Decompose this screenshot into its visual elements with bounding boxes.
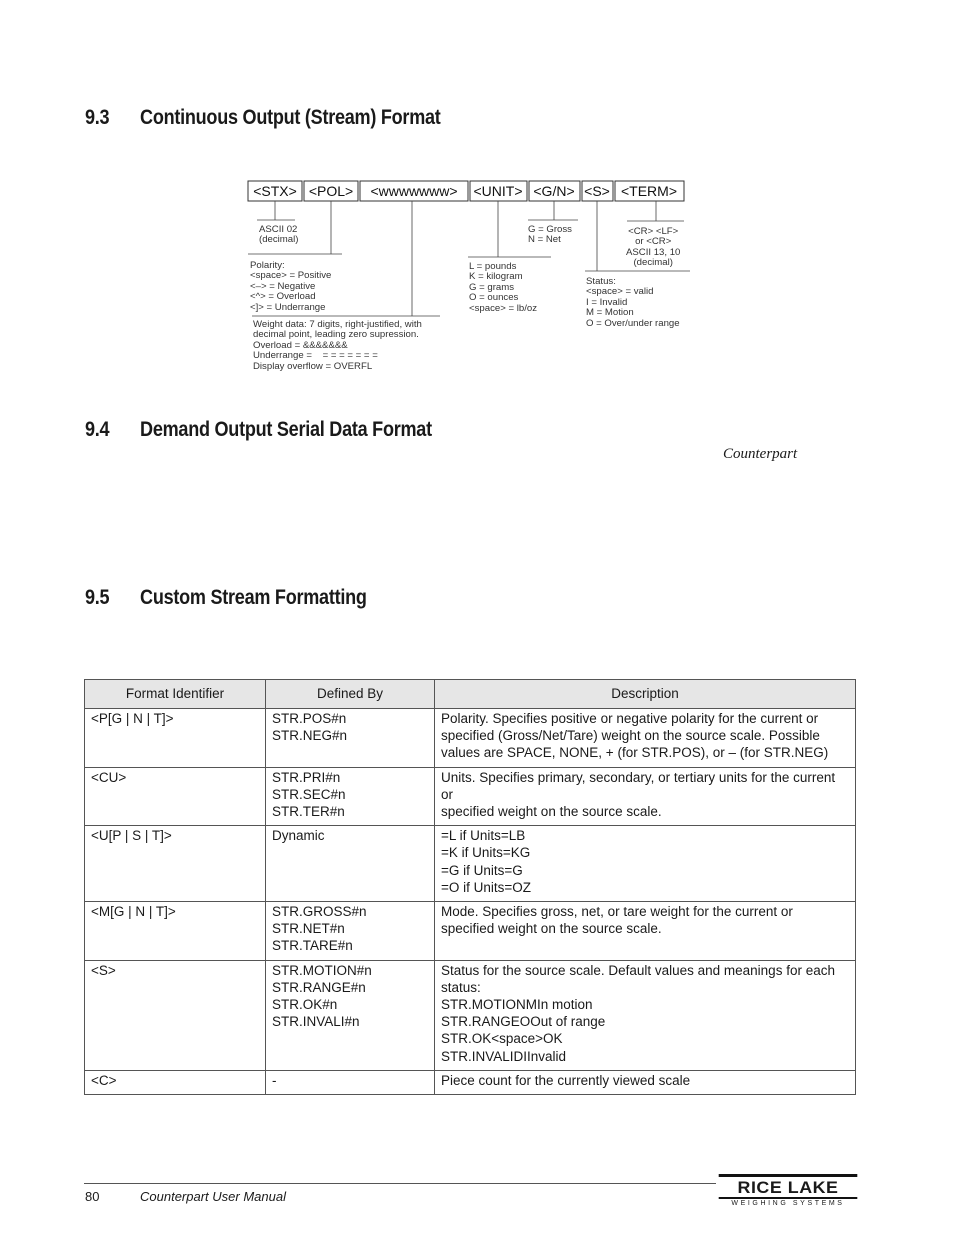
polarity-note: Polarity: <space> = Positive <–> = Negative <^> = Overload <]> = Underrange [250, 260, 332, 313]
stream-format-diagram [0, 0, 954, 400]
defined-by-line: STR.TER#n [272, 804, 345, 820]
section-title: Continuous Output (Stream) Format [140, 106, 441, 129]
description-line: Units. Specifies primary, secondary, or tertiary units for the current or [441, 769, 836, 802]
field-label-weight: <wwwwwww> [370, 183, 458, 199]
description-line: Polarity. Specifies positive or negative polarity for the current or [441, 711, 819, 726]
weight-note: Weight data: 7 digits, right-justified, with decimal point, leading zero supression. Overload = &&&&&&& Underrange = = = = = = = = Display overflow = OVERFL [253, 319, 422, 372]
defined-by-cell [266, 902, 435, 961]
rice-lake-logo [722, 1174, 854, 1207]
defined-by-line: STR.NEG#n [272, 728, 348, 744]
section-number: 9.5 [85, 586, 110, 609]
defined-by-line: - [272, 1072, 277, 1088]
field-label-s: <S> [584, 183, 610, 199]
defined-by-cell [266, 826, 435, 902]
description-line: specified weight on the source scale. [441, 921, 662, 937]
description-cell [435, 902, 856, 961]
field-label-term: <TERM> [620, 183, 678, 199]
footer-divider [84, 1183, 716, 1184]
defined-by-line: STR.OK#n [272, 997, 338, 1013]
description-line: STR.MOTIONMIn motion [441, 997, 593, 1013]
defined-by-line: STR.TARE#n [272, 938, 353, 954]
description-line: specified (Gross/Net/Tare) weight on the source scale. Possible [441, 728, 820, 744]
section-heading-9-5 [85, 586, 367, 610]
units-note: L = pounds K = kilogram G = grams O = ounces <space> = lb/oz [469, 261, 538, 314]
table-row [85, 902, 856, 961]
column-header: Defined By [266, 680, 435, 709]
defined-by-line: Dynamic [272, 828, 325, 844]
defined-by-line: STR.SEC#n [272, 786, 346, 802]
description-line: =G if Units=G [441, 862, 523, 878]
column-header: Format Identifier [85, 680, 266, 709]
description-line: values are SPACE, NONE, + (for STR.POS), or – (for STR.NEG) [441, 745, 829, 761]
table-row [85, 1070, 856, 1094]
defined-by-line: STR.POS#n [272, 711, 347, 726]
description-line: STR.RANGEOOut of range [441, 1014, 606, 1030]
defined-by-line: STR.PRI#n [272, 769, 341, 785]
page-number: 80 [85, 1189, 100, 1204]
section-number: 9.3 [85, 106, 110, 129]
description-line: STR.OK<space>OK [441, 1031, 563, 1047]
description-line: STR.INVALIDIInvalid [441, 1048, 567, 1064]
logo-wordmark: RICE LAKE [719, 1174, 858, 1199]
defined-by-cell [266, 709, 435, 768]
defined-by-line: STR.GROSS#n [272, 904, 367, 920]
field-label-pol: <POL> [308, 183, 354, 199]
section-heading-9-4 [85, 418, 432, 442]
field-label-unit: <UNIT> [473, 183, 523, 199]
description-cell [435, 960, 856, 1070]
defined-by-cell [266, 767, 435, 826]
defined-by-line: STR.NET#n [272, 921, 345, 937]
description-line: Status for the source scale. Default values and meanings for each [441, 962, 835, 978]
description-cell [435, 709, 856, 768]
description-line: status: [441, 979, 481, 995]
defined-by-cell [266, 960, 435, 1070]
format-identifier-cell: <U[P | S | T]> [85, 826, 266, 902]
description-line: Piece count for the currently viewed scale [441, 1072, 691, 1088]
format-identifier-cell: <M[G | N | T]> [85, 902, 266, 961]
defined-by-line: STR.INVALI#n [272, 1014, 360, 1030]
custom-stream-format-table [84, 679, 856, 1095]
table-row [85, 709, 856, 768]
section-title: Custom Stream Formatting [140, 586, 367, 609]
logo-tagline: WEIGHING SYSTEMS [731, 1200, 845, 1207]
section-title: Demand Output Serial Data Format [140, 418, 432, 441]
table-row [85, 767, 856, 826]
format-identifier-cell: <P[G | N | T]> [85, 709, 266, 768]
section-number: 9.4 [85, 418, 110, 441]
format-identifier-cell: <S> [85, 960, 266, 1070]
format-identifier-cell: <C> [85, 1070, 266, 1094]
defined-by-line: STR.RANGE#n [272, 979, 366, 995]
description-cell [435, 1070, 856, 1094]
manual-title: Counterpart User Manual [140, 1189, 286, 1204]
description-line: specified weight on the source scale. [441, 804, 662, 820]
table-row [85, 826, 856, 902]
stx-note: ASCII 02 (decimal) [259, 224, 299, 246]
description-line: =K if Units=KG [441, 845, 531, 861]
description-line: Mode. Specifies gross, net, or tare weight for the current or [441, 904, 793, 920]
field-label-stx: <STX> [253, 183, 297, 199]
status-note: Status: <space> = valid I = Invalid M = Motion O = Over/under range [586, 276, 680, 329]
defined-by-cell [266, 1070, 435, 1094]
description-cell [435, 826, 856, 902]
column-header: Description [435, 680, 856, 709]
table-header-row [85, 680, 856, 709]
format-identifier-cell: <CU> [85, 767, 266, 826]
counterpart-italic-text: Counterpart [723, 446, 798, 462]
terminator-note: <CR> <LF> or <CR> ASCII 13, 10 (decimal) [626, 226, 681, 269]
description-line: =L if Units=LB [441, 828, 526, 844]
defined-by-line: STR.MOTION#n [272, 962, 372, 978]
field-label-gn: <G/N> [533, 183, 575, 199]
table-row [85, 960, 856, 1070]
description-line: =O if Units=OZ [441, 879, 532, 895]
gross-net-note: G = Gross N = Net [528, 224, 572, 246]
description-cell [435, 767, 856, 826]
